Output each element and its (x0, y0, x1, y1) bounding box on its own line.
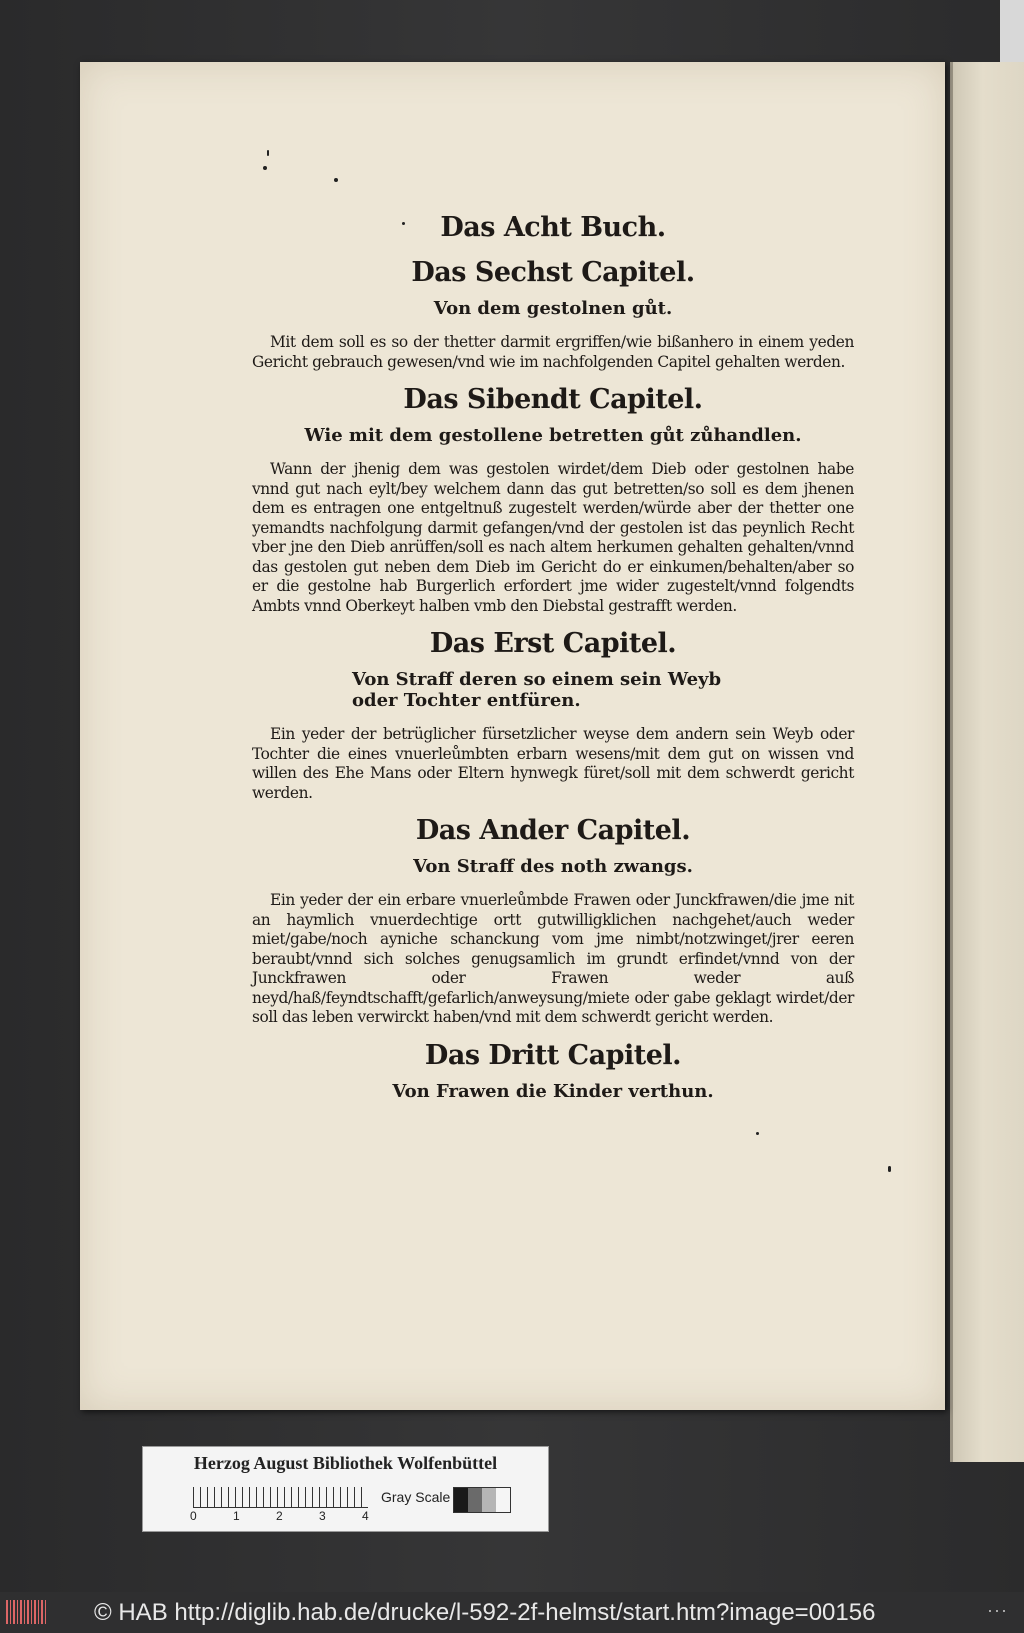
ink-speck (263, 166, 267, 170)
color-ruler-card (142, 1446, 549, 1532)
ruler-number: 2 (276, 1509, 283, 1523)
chapter-paragraph: Wann der jhenig dem was gestolen wirdet/dem Dieb oder gestolnen habe vnnd gut nach eylt/bey welchem dann das gut betretten/so soll es dem jhenen dem es entragen one entgeltnuß zugestelt werden/würde aber der thetter one yemandts nachfolgung darmit gefangen/vnd der gestolen ist das peynlich Recht vber jne den Dieb anrüffen/soll es nach altem herkumen gehalten gehalten/vnnd das gestolen gut neben dem Dieb im Gericht do er einkumen/behalten/aber so er die gestolne hab Burgerlich erfordert jme wider zugestelt/vnnd folgendts Ambts vnnd Oberkeyt halben vmb den Diebstal gestrafft werden. (252, 460, 854, 615)
chapter-paragraph: Mit dem soll es so der thetter darmit ergriffen/wie bißanhero in einem yeden Gericht gebrauch gewesen/vnd wie im nachfolgenden Capitel gehalten werden. (252, 333, 854, 371)
facing-page (950, 62, 1024, 1462)
ink-speck (888, 1166, 891, 1172)
chapter-heading: Das Dritt Capitel. (424, 1039, 682, 1071)
chapter-heading: Das Sechst Capitel. (411, 257, 695, 288)
chapter-subtitle: Von Straff des noth zwangs. (413, 856, 693, 877)
gray-step (468, 1488, 482, 1512)
chapter-heading: Das Ander Capitel. (415, 815, 691, 846)
barcode-icon (6, 1600, 46, 1624)
gray-step (454, 1488, 468, 1512)
chapter-paragraph: Ein yeder der betrüglicher fürsetzlicher weyse dem andern sein Weyb oder Tochter die eines vnuerleůmbten erbarn wesens/mit dem gut on wissen vnd willen des Ehe Mans oder Eltern hynwegk füret/soll mit dem schwerdt gericht werden. (252, 725, 854, 802)
more-icon[interactable]: ··· (987, 1600, 1008, 1620)
document-page (80, 62, 945, 1410)
footer-copyright-url[interactable]: © HAB http://diglib.hab.de/drucke/l-592-2f-helmst/start.htm?image=00156 (94, 1599, 876, 1626)
gray-scale-swatch (453, 1487, 511, 1513)
chapter-subtitle: Von dem gestolnen gůt. (433, 298, 673, 319)
ruler-number: 0 (190, 1509, 197, 1523)
book-title: Das Acht Buch. (440, 212, 666, 243)
chapter-heading: Das Erst Capitel. (429, 628, 677, 659)
ruler-number: 3 (319, 1509, 326, 1523)
text-block (252, 212, 854, 1116)
gray-scale-label: Gray Scale (381, 1489, 451, 1505)
chapter-heading: Das Sibendt Capitel. (403, 384, 703, 415)
chapter-subtitle: Von Straff deren so einem sein Weyb oder Tochter entfüren. (352, 669, 722, 711)
chapter-subtitle: Wie mit dem gestollene betretten gůt zůhandlen. (304, 425, 802, 446)
ruler-number: 4 (362, 1509, 369, 1523)
footer-bar (0, 1592, 1024, 1633)
facing-page-edge (1000, 0, 1024, 62)
gray-step (496, 1488, 510, 1512)
ink-speck (756, 1132, 759, 1135)
ink-speck (267, 150, 269, 156)
library-name: Herzog August Bibliothek Wolfenbüttel (193, 1453, 498, 1473)
ink-speck (334, 178, 338, 182)
chapter-subtitle: Von Frawen die Kinder verthun. (392, 1080, 714, 1102)
chapter-paragraph: Ein yeder der ein erbare vnuerleůmbde Frawen oder Junckfrawen/die jme nit an haymlich vnuerdechtige ortt gutwilligklichen nachgehet/auch weder miet/gabe/noch ayniche schanckung vom jme nimbt/notzwinget/jrer eeren beraubt/vnnd sich solches genugsamlich im grundt erfindet/vnnd von der Junckfrawen oder Frawen weder auß neyd/haß/feyndtschafft/gefarlich/anweysung/miete oder gabe geklagt wirdet/der soll das leben verwirckt haben/vnd mit dem schwerdt gericht werden. (252, 891, 854, 1026)
gray-step (482, 1488, 496, 1512)
ruler-ticks (193, 1487, 368, 1508)
ruler-number: 1 (233, 1509, 240, 1523)
